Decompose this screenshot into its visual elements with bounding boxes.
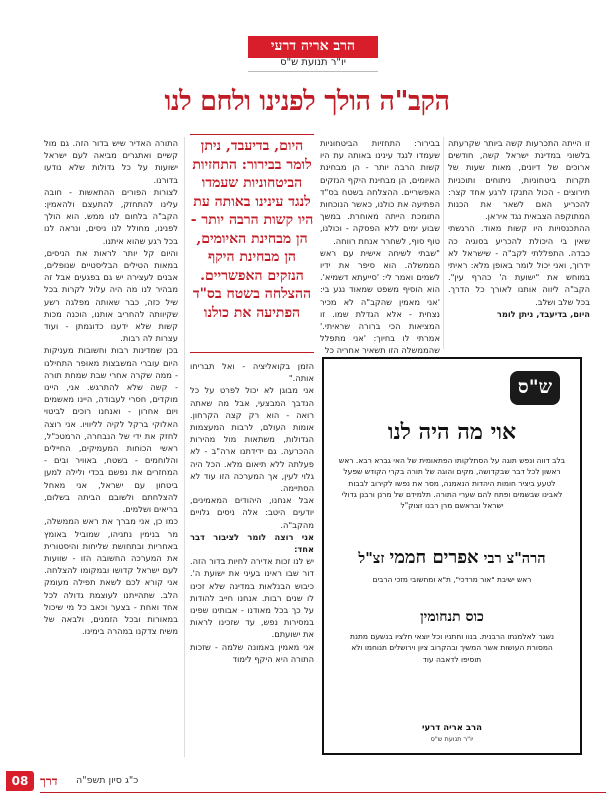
author-title: יו"ר תנועת ש"ס xyxy=(280,57,346,68)
column-divider xyxy=(443,137,444,349)
paragraph: לצורות הפורים ההתאשות - חובה עלינו להתחזק, להתעצם ולהאמין: הקב"ה בלחום לנו ממש. הוא הולך לפנינו, מחולל לנו ניסים, ונראה לנו בכל רגע שהוא איתנו. xyxy=(44,186,178,246)
name-suffix: זצ"ל xyxy=(358,550,385,567)
notice-signature-title: יו"ר תנועת ש"ס xyxy=(430,735,474,743)
paragraph: בכן שמדינות רבות וחשובות מעניקות היום עוברי המשבצות מאופר התחילנו - ממה שקרה אחרי שבת שמחת תורה - קשה שלא להתרגש. אני, היינו מוקדים, חסרי לעבודה, היינו מאשמים ויום אחרון - ואנחנו רוכים לביטוי האלוקי ברקל לקיה לליוויו. אני רוצה לחזק את ידי של הנבחרה, הרמטכ"ל, ראשי הכוחות המעמיקים, החיילים והלוחמים - בשטח, באוויר ובים - המחזרים את נפשם בכדי ולילה למען ביטחון עם ישראל, אני מאחל להצלחתם ולשובם הביתה בשלום, בריאים ושלמים. xyxy=(44,345,178,515)
notice-title: אוי מה היה לנו xyxy=(387,419,517,445)
paragraph: "שבתי לשיחה אישית עם ראש הממשלה. הוא סיפר את ידיו לשמים ואמר לי: 'סייעתא דשמיא'. הוא הוסיף משפט שמאוד נגע בי: 'אני מאמין שהקב"ה לא מכיר נצחית - אלא הגדלת שמו. זו המציאות הכי ברורה שראיתי.' אמרתי לו בחיוך: 'אני מתפלל שהממשלה הזו תשאיר אחריה כל xyxy=(320,247,440,356)
name-main: אפרים חממי xyxy=(389,547,479,568)
article-headline: הקב"ה הולך לפנינו ולחם לנו xyxy=(164,86,450,117)
paragraph: הזמן בקואליציה - ואל תבריחו אותה." xyxy=(190,361,314,384)
magazine-logo: דרך xyxy=(40,774,58,788)
footer-rule xyxy=(40,792,606,793)
deceased-name xyxy=(324,547,580,568)
pullquote-bottom-rule xyxy=(190,352,314,353)
article-column-mid-lower xyxy=(190,360,314,758)
paragraph: והיום קל יותר לראות את הניסים, במאות הטילים הבליסטיים שנופלים, אבנים לעצירה יש גם בפגעים אבל זה מבהיר לנו מה היה עלול לקרות בכל שיל כזה, כבר שאותה מפלגה רשע שקיוותה להחריב אותנו, הוכנה מכות קשות שלא ידענו כדוגמתן - ועוד עצרות לה רבות. xyxy=(44,247,178,344)
notice-body-2: נשגר לאלמנתו הרבנית. בנוו וחתניו וכל יוצאי חלציו בנשעם מתנת המסורת העושות אשר המשיך ובהקרוב ציון וירושלים תנוחמו ולא תוסיפו לדאבה עוד xyxy=(350,632,554,664)
notice-signature: הרב אריה דרעי xyxy=(422,723,482,733)
deceased-description: ראש ישיבת "אור מרדכי", ת"א ומחשובי מזכי הרבים xyxy=(372,575,532,584)
article-column-left xyxy=(44,137,178,757)
article-column-mid-upper xyxy=(320,137,440,356)
paragraph: היום, בדיעבד, ניתן לומר xyxy=(496,308,590,319)
notice-subtitle: כוס תנחומין xyxy=(420,609,484,625)
byline-divider xyxy=(248,71,378,72)
notice-body: בלב דווה ונפש תוגה על הסתלקותו הפתאומית של האי גברא רבא. ראש ראשון לכל דבר שבקדושה, מקים והוגה של תורה בקרי הקודש שפעל לטעע ביציר חומות היהדות הנאמנה, מסר את נפשו לקירוב לבבות לאבינו שבשמים ופתח להם שערי התורה. תלמידם של מרנן ורבנן גדולי ישראל ובראשם מרן רבנו זצוק"ל xyxy=(338,456,566,511)
paragraph: ההתכנסויות היו קשות מאוד. הרגשתי שאין בי היכולת להכריע בסוגיה כה כבדה. התפללתי לקב"ה - שישראל לא ידרוך, ואני יכול לומר באופן מלא: ראיתי במוחש את "ישועת ה' כהרף עין". הקב"ה ליווה אותנו לאורך כל הדרך. בכל שלב ושלב. xyxy=(448,223,590,307)
paragraph: אני מאמין באמונה שלמה - שזכות התורה היא היקף לימוד xyxy=(190,641,314,664)
shas-logo: ש"ס xyxy=(510,371,560,405)
name-prefix: הרה"צ רבי xyxy=(483,550,546,567)
paragraph: אבל אנחנו, היהודים המאמינים, יודעים היטב: אלה ניסים גלויים מהקב"ה. xyxy=(190,495,314,530)
paragraph: בבירור: התחזיות הביטחוניות שעמדו לנגד עינינו באותה עת היו קשות הרבה יותר - הן מבחינת האיומים, הן מבחינת היקף הנזקים האפשריים. ההצלחה בשטח בס"ד הפתיעה את כולנו, כאשר הנוכחות התומכת הייתה מאוחרת. במשך שבוע ימים ללא הפסקה - וכולנו, טוף סוף, לשחרר אנחת רווחה. xyxy=(320,138,440,246)
condolence-notice xyxy=(322,357,582,755)
pullquote-top-rule xyxy=(190,134,314,135)
paragraph: זו הייתה התכרעות קשה ביותר שקרעתה בלשוני במדינת ישראל קשה, חודשים ארוכים של דיונים, מאות שעות של תקרות ביטחוניות, ניתוחים ותוכניות תירוצים - הכול התנקז לרגע אחד קצר: להכריע האם לשאר את הכנות המתוקפה הצבאית נגד איראן. xyxy=(448,138,590,222)
pull-quote: היום, בדיעבד, ניתן לומר בבירור: התחזיות הביטחוניות שעמדו לנגד עינינו באותה עת היו קשות הרבה יותר - הן מבחינת האיומים, הן מבחינת היקף הנזקים האפשריים. ההצלחה בשטח בס"ד הפתיעה את כולנו xyxy=(190,138,314,321)
article-column-right xyxy=(448,137,590,352)
page-number: 08 xyxy=(6,771,34,791)
column-divider xyxy=(184,137,185,757)
author-name-banner: הרב אריה דרעי xyxy=(248,36,378,58)
paragraph: אני רוצה לומר לציבור דבר אחד: xyxy=(190,531,314,555)
paragraph: כמו כן, אני מברך את ראש הממשלה, מר בנימין נתניהו, שמוביל באומץ באחריות ובתחושת שליחות והיסטורית את המערכה החשובה הזו - שוועות לעם ישראל קדושו ובמקומו להצלחה. אני קורא לכם לשאת תפילה מעומק הלב. שתהייתנו לעוצמת גדולה לכל אחד ואחת - בצער וכאב כל מי שיכול במאורות ובכל הזמנים, ולבאה של משיח צדקנו במהרה בימינו. xyxy=(44,516,178,637)
issue-date: כ"ג סיון תשפ"ה xyxy=(76,775,139,786)
paragraph: התורה האדיר שיש בדור הזה. גם מול קשיים ואתגרים מביאה לעם ישראל ישועות על כל גדולות שלא נודעו בדורנו. xyxy=(44,138,178,185)
paragraph: אני מבוגן לא יכול לפרט על כל הנדבך המבצעי, אבל מה שאתה רואה - הוא רק קצה הקרחון. אומות העולם, לרבות המעצמות הגדולות, משתאות מול מהירות ההכרעה. גם ידידתנו ארה"ב - לא פעלתה ללא תיאום מלא. הכל היה גלוי לעין, אך המערכה הזו עוד לא הסתיימה. xyxy=(190,385,314,494)
page-footer xyxy=(0,771,614,793)
paragraph: יש לנו זכות אדירה לחיות בדור הזה. דור שבו ראינו בעיני את ישועת ה'. כיבוש הבנלאות במדינה שלא זכינו לו שנים רבות. אנחנו חייב להודות על כך בכל מאודנו - אבותינו שפינו במסירות נפש, עד שזכינו לראות את ישועתם. xyxy=(190,556,314,640)
